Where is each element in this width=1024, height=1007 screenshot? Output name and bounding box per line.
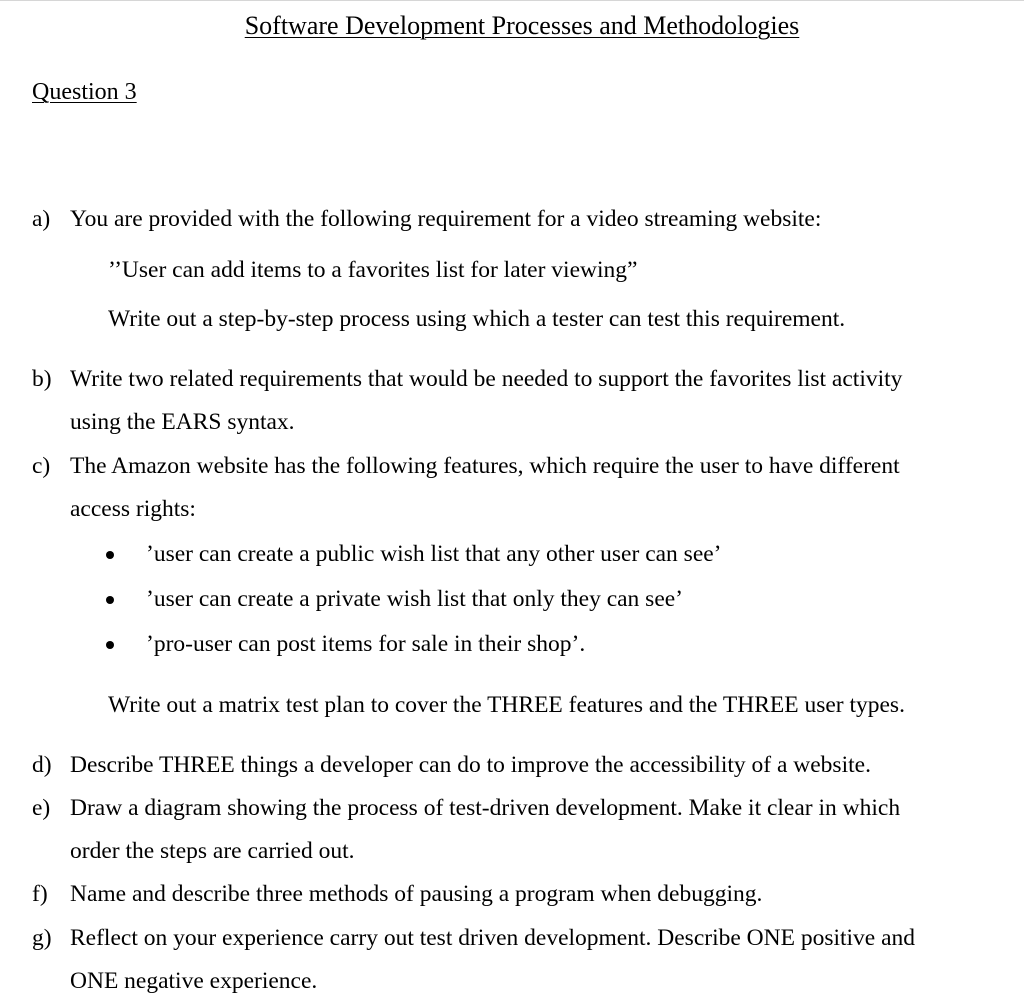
item-b-text-line2: using the EARS syntax. [70, 409, 295, 435]
item-d-text: Describe THREE things a developer can do to improve the accessibility of a website. [70, 752, 871, 778]
item-a-instruction: Write out a step-by-step process using which a tester can test this requirement. [108, 306, 846, 332]
top-divider [0, 0, 1024, 1]
item-c-bullet-2: ’user can create a private wish list that only they can see’ [146, 586, 684, 612]
item-e-label: e) [32, 795, 51, 821]
bullet-dot [106, 551, 114, 559]
question-heading: Question 3 [32, 79, 137, 105]
item-b-label: b) [32, 366, 52, 392]
item-c-bullet-1: ’user can create a public wish list that any other user can see’ [146, 541, 722, 567]
item-g-text-line1: Reflect on your experience carry out test driven development. Describe ONE positive and [70, 925, 916, 951]
item-e-text-line1: Draw a diagram showing the process of test-driven development. Make it clear in which [70, 795, 901, 821]
item-a-text: You are provided with the following requirement for a video streaming website: [70, 206, 822, 232]
item-e-text-line2: order the steps are carried out. [70, 838, 355, 864]
item-g-label: g) [32, 925, 52, 951]
item-c-text-line1: The Amazon website has the following features, which require the user to have different [70, 453, 900, 479]
page-title: Software Development Processes and Methodologies [244, 11, 800, 40]
item-f-text: Name and describe three methods of pausing a program when debugging. [70, 881, 763, 907]
item-f-label: f) [32, 881, 48, 907]
item-c-label: c) [32, 453, 51, 479]
item-c-text-line2: access rights: [70, 496, 196, 522]
item-d-label: d) [32, 752, 52, 778]
item-a-label: a) [32, 206, 51, 232]
item-a-requirement-quote: ’’User can add items to a favorites list for later viewing” [108, 257, 638, 283]
item-g-text-line2: ONE negative experience. [70, 968, 318, 994]
item-c-instruction: Write out a matrix test plan to cover the THREE features and the THREE user types. [108, 692, 905, 718]
bullet-dot [106, 641, 114, 649]
bullet-dot [106, 596, 114, 604]
item-c-bullet-3: ’pro-user can post items for sale in their shop’. [146, 631, 586, 657]
item-b-text-line1: Write two related requirements that would be needed to support the favorites list activity [70, 366, 903, 392]
